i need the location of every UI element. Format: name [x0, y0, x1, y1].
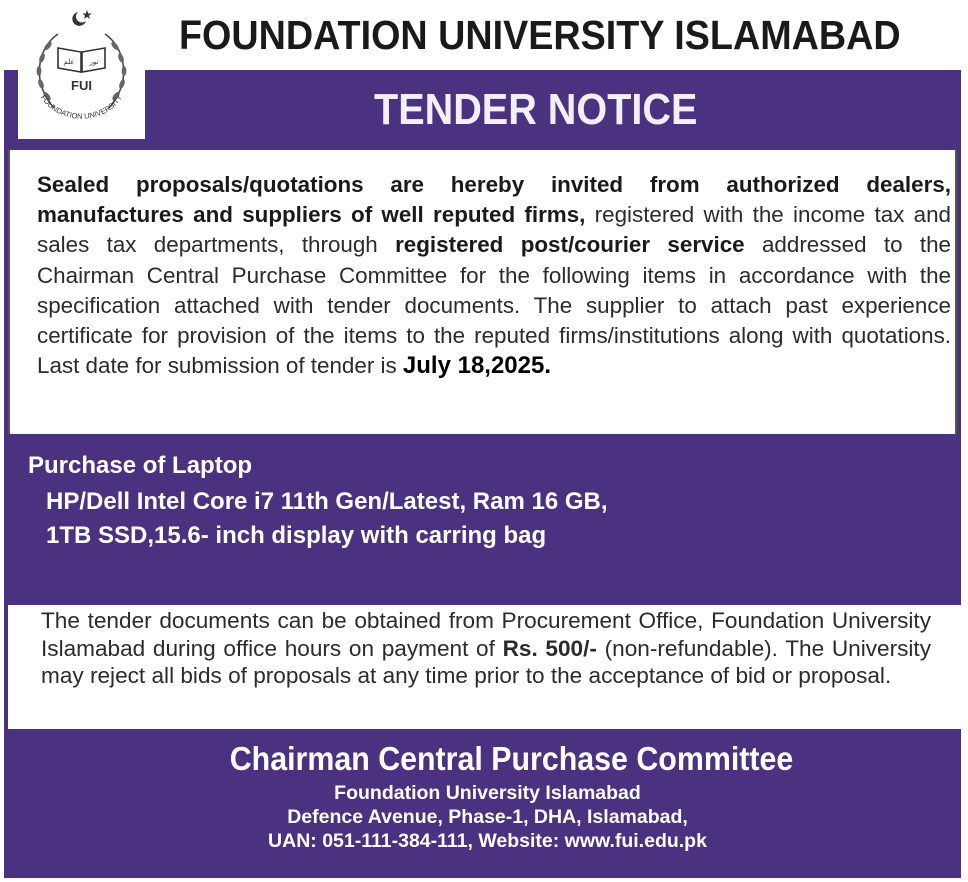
documents-fee: Rs. 500/-	[502, 635, 597, 661]
item-title: Purchase of Laptop	[28, 452, 253, 479]
footer-address: Defence Avenue, Phase-1, DHA, Islamabad,	[287, 806, 688, 828]
intro-text-1: registered with the income tax and sales tax departments, through	[37, 202, 951, 258]
item-spec-display: 1TB SSD,15.6- inch display	[46, 522, 355, 549]
svg-text:FUI: FUI	[71, 78, 92, 93]
svg-text:FOUNDATION UNIVERSITY: FOUNDATION UNIVERSITY	[38, 93, 125, 121]
notice-frame	[4, 0, 961, 878]
documents-box	[8, 605, 963, 729]
intro-box	[8, 150, 957, 434]
intro-text-2: addressed to the Chairman Central Purchase Committee for the following items in accordance with the specification attached with tender documents. The supplier to attach past experience certificate for provision of the items to the reputed firms/institutions along with quotations. Last date for submission of tender is	[37, 232, 951, 379]
university-crest-icon	[18, 4, 145, 139]
footer-contact: UAN: 051-111-384-111, Website: www.fui.edu.pk	[268, 830, 707, 852]
intro-bold-courier: registered post/courier service	[395, 232, 745, 258]
intro-paragraph	[37, 170, 951, 381]
documents-paragraph	[41, 607, 931, 690]
last-date: July 18,2025.	[402, 352, 552, 380]
svg-text:ﻋﻠﻢ: ﻋﻠﻢ	[63, 58, 75, 66]
item-spec-bag: with carring bag	[360, 522, 547, 549]
item-spec-line-1: HP/Dell Intel Core i7 11th Gen/Latest, Ram 16 GB,	[46, 488, 608, 515]
documents-text-1: The tender documents can be obtained from Procurement Office, Foundation University Islamabad during office hours on payment of	[41, 608, 931, 661]
item-spec-line-2	[46, 522, 546, 550]
footer-university: Foundation University Islamabad	[334, 782, 641, 804]
svg-text:ﻧﻮﺭ: ﻧﻮﺭ	[89, 58, 99, 66]
notice-title: TENDER NOTICE	[374, 85, 698, 134]
documents-text-2: (non-refundable). The University may reject all bids of proposals at any time prior to the acceptance of bid or proposal.	[41, 635, 931, 688]
footer-title: Chairman Central Purchase Committee	[229, 740, 794, 777]
university-title: FOUNDATION UNIVERSITY ISLAMABAD	[179, 12, 901, 58]
university-logo	[18, 4, 145, 139]
intro-bold-lead: Sealed proposals/quotations are hereby invited from authorized dealers, manufactures and suppliers of well reputed firms,	[37, 172, 951, 228]
